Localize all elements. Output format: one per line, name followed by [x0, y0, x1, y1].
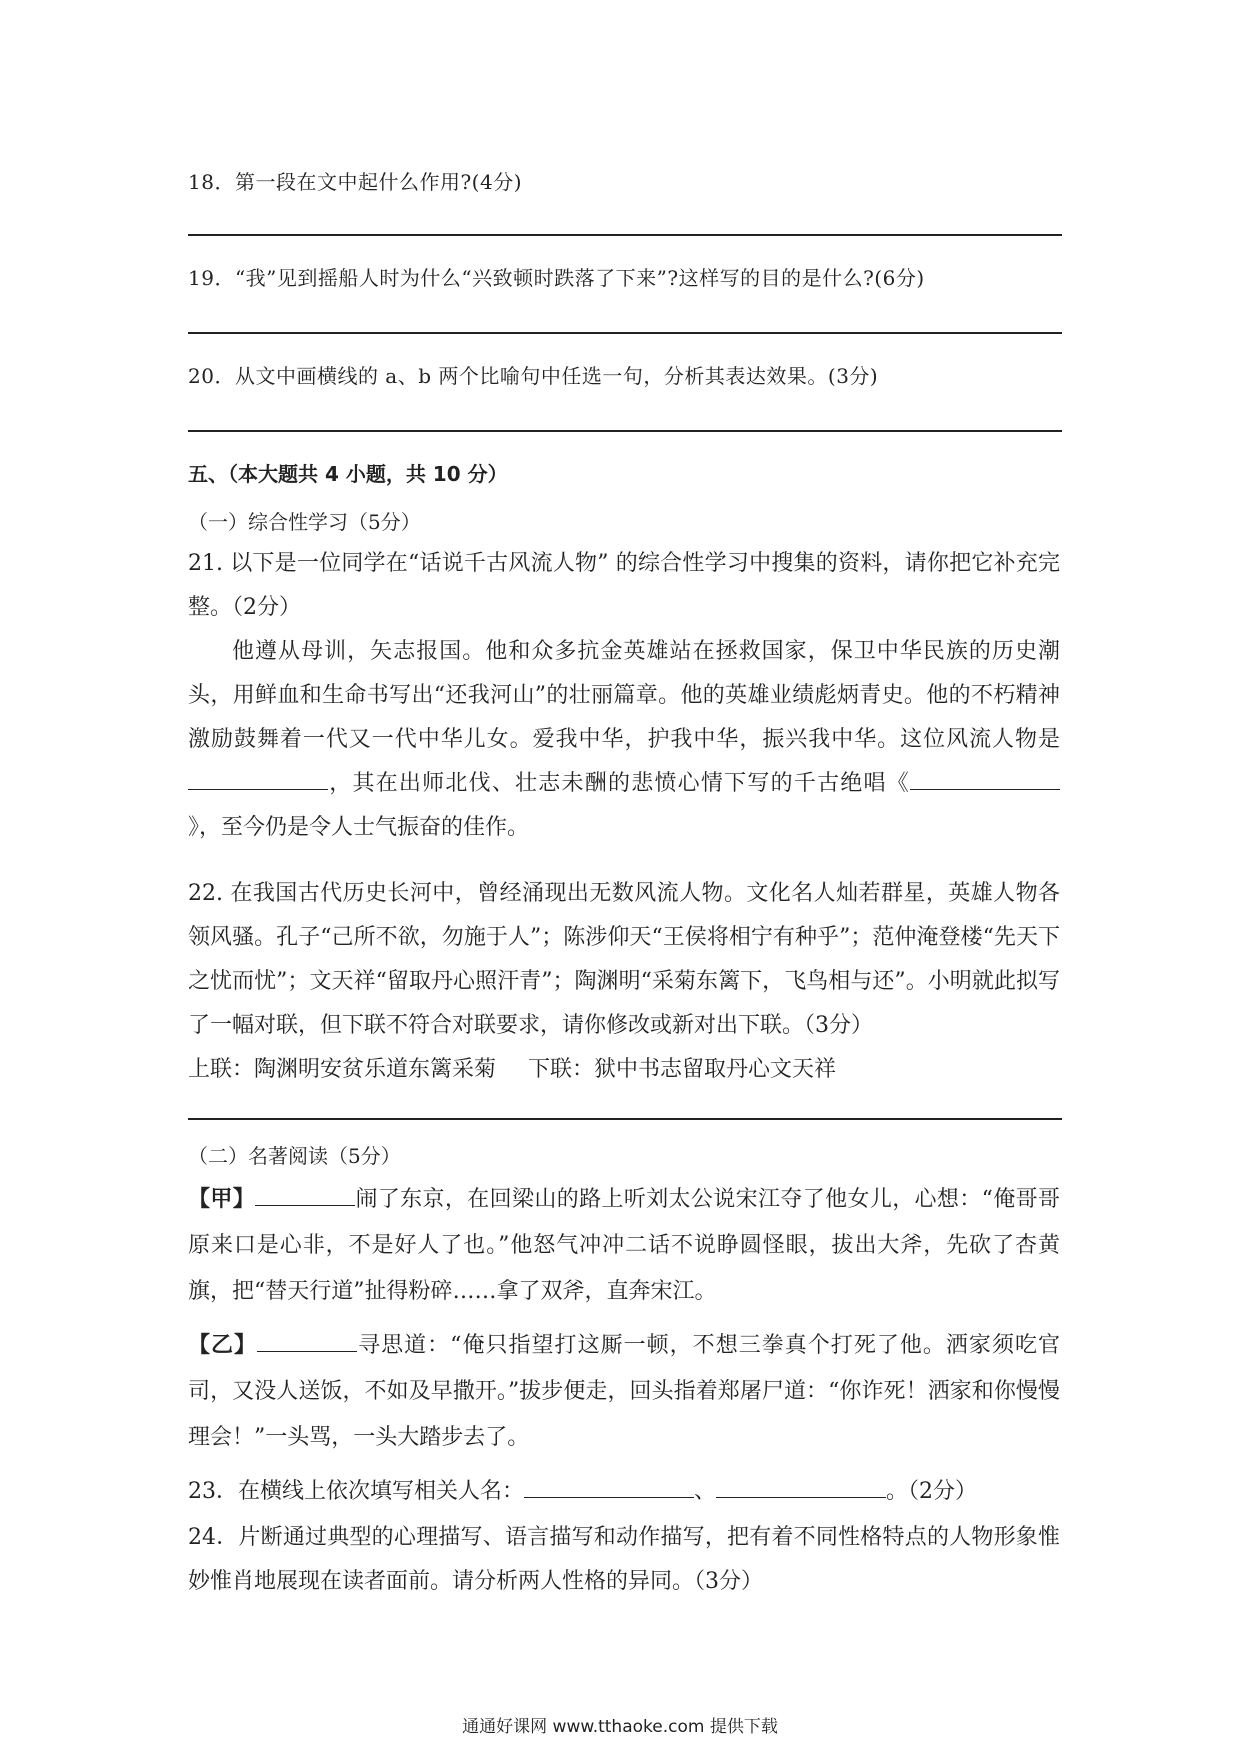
- question-23-end: 。（2分）: [886, 1479, 978, 1504]
- question-20: 20．从文中画横线的 a、b 两个比喻句中任选一句，分析其表达效果。(3分): [188, 364, 879, 388]
- couplet-lower: 下联：狱中书志留取丹心文天祥: [528, 1057, 837, 1082]
- page-footer: 通通好课网 www.tthaoke.com 提供下载: [462, 1717, 778, 1737]
- answer-line-20: [188, 430, 1062, 432]
- question-19: 19．“我”见到摇船人时为什么“兴致顿时跌落了下来”?这样写的目的是什么?(6分): [188, 266, 925, 290]
- question-23: [188, 1470, 1060, 1514]
- question-18: 18．第一段在文中起什么作用?(4分): [188, 170, 523, 194]
- blank-23-first[interactable]: [524, 1475, 694, 1498]
- blank-poem-21[interactable]: [910, 767, 1060, 790]
- question-24: 24．片断通过典型的心理描写、语言描写和动作描写，把有着不同性格特点的人物形象惟妙惟肖地展现在读者面前。请分析两人性格的异同。（3分）: [188, 1525, 1060, 1594]
- answer-line-19: [188, 332, 1062, 334]
- blank-person-21[interactable]: [188, 767, 328, 790]
- blank-yi-name[interactable]: [257, 1329, 357, 1352]
- question-22: 22. 在我国古代历史长河中，曾经涌现出无数风流人物。文化名人灿若群星，英雄人物各领风骚。孔子“己所不欲，勿施于人”；陈涉仰天“王侯将相宁有种乎”；范仲淹登楼“先天下之忧而忧”；文天祥“留取丹心照汗青”；陶渊明“采菊东篱下，飞鸟相与还”。小明就此拟写了一幅对联，但下联不符合对联要求，请你修改或新对出下联。（3分）: [188, 881, 1060, 1038]
- excerpt-jia: [188, 1176, 1060, 1315]
- couplet: [188, 1048, 1060, 1092]
- excerpt-jia-text: 闹了东京，在回梁山的路上听刘太公说宋江夺了他女儿，心想：“俺哥哥原来口是心非，不是好人了也。”他怒气冲冲二话不说睁圆怪眼，拔出大斧，先砍了杏黄旗，把“替天行道”扯得粉碎……拿了双斧，直奔宋江。: [188, 1187, 1060, 1304]
- question-21: 21. 以下是一位同学在“话说千古风流人物” 的综合性学习中搜集的资料，请你把它补充完整。（2分）: [188, 551, 1060, 620]
- blank-jia-name[interactable]: [255, 1183, 355, 1206]
- answer-line-22: [188, 1118, 1062, 1120]
- passage-21: [188, 630, 1060, 850]
- couplet-upper: 上联：陶渊明安贫乐道东篱采菊: [188, 1057, 497, 1082]
- passage-21-end: 》，至今仍是令人士气振奋的佳作。: [188, 815, 530, 840]
- answer-line-18: [188, 234, 1062, 236]
- question-22-block: [188, 872, 1060, 1092]
- section-5-heading: 五、（本大题共 4 小题，共 10 分）: [188, 462, 508, 486]
- passage-21-lead: 他遵从母训，矢志报国。他和众多抗金英雄站在拯救国家，保卫中华民族的历史潮头，用鲜血和生命书写出“还我河山”的壮丽篇章。他的英雄业绩彪炳青史。他的不朽精神激励鼓舞着一代又一代中华儿女。爱我中华，护我中华，振兴我中华。这位风流人物是: [188, 639, 1060, 752]
- question-23-lead: 23．在横线上依次填写相关人名：: [188, 1479, 524, 1504]
- excerpt-yi-text: 寻思道：“俺只指望打这厮一顿，不想三拳真个打死了他。洒家须吃官司，又没人送饭，不如及早撒开。”拔步便走，回头指着郑屠尸道：“你诈死！洒家和你慢慢理会！”一头骂，一头大踏步去了。: [188, 1333, 1060, 1450]
- part-1-title: （一）综合性学习（5分）: [188, 510, 421, 534]
- question-21-block: [188, 542, 1060, 850]
- passage-21-mid: ，其在出师北伐、壮志未酬的悲愤心情下写的千古绝唱《: [328, 771, 910, 796]
- blank-23-second[interactable]: [716, 1475, 886, 1498]
- excerpt-yi: [188, 1322, 1060, 1461]
- part-2-title: （二）名著阅读（5分）: [188, 1144, 401, 1168]
- excerpt-yi-label: 【乙】: [188, 1332, 258, 1358]
- excerpt-jia-label: 【甲】: [188, 1186, 256, 1212]
- question-23-sep: 、: [694, 1479, 717, 1504]
